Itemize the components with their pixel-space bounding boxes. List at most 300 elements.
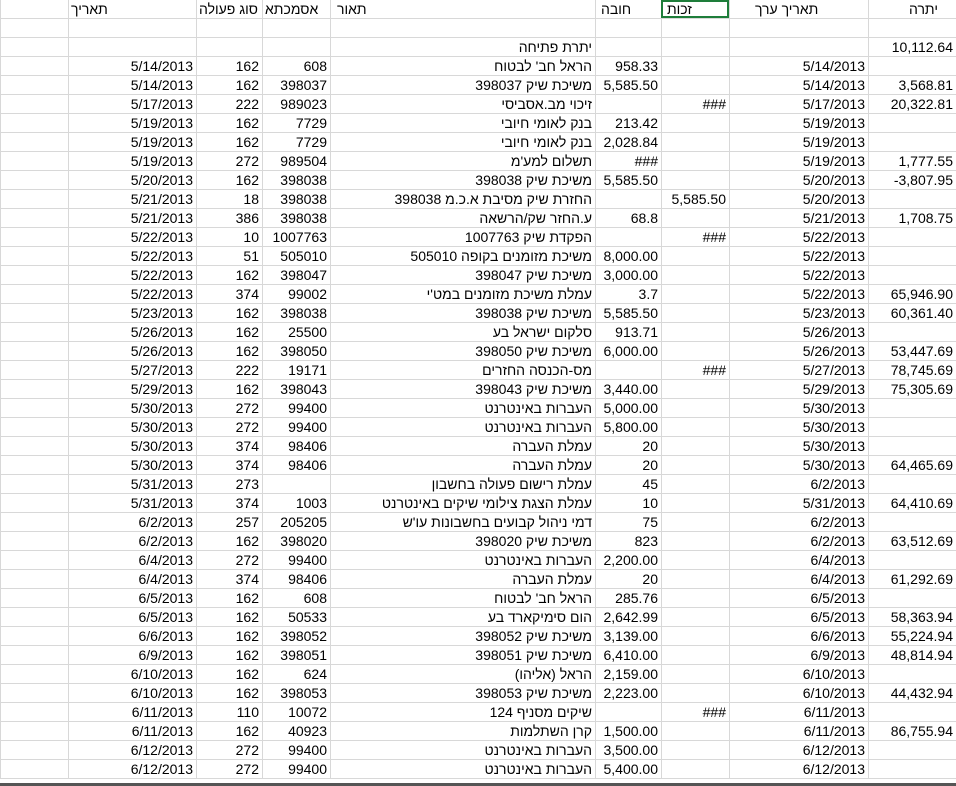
cell-day[interactable]: 6/11/2013 <box>68 703 196 721</box>
cell-description[interactable]: עמלת העברה <box>330 570 595 588</box>
cell-reference[interactable] <box>262 475 330 493</box>
cell-description[interactable]: שיקים מסניף 124 <box>330 703 595 721</box>
cell-debit[interactable]: 5,585.50 <box>595 304 661 322</box>
cell-credit[interactable] <box>661 684 729 702</box>
cell-debit[interactable]: 3,500.00 <box>595 741 661 759</box>
cell-day[interactable]: 6/10/2013 <box>68 665 196 683</box>
cell-value-date[interactable]: 6/2/2013 <box>729 475 868 493</box>
cell-reference[interactable]: 1003 <box>262 494 330 512</box>
cell-value-date[interactable]: 5/29/2013 <box>729 380 868 398</box>
cell-reference[interactable]: 99400 <box>262 741 330 759</box>
cell-description[interactable]: משיכת שיק 398050 <box>330 342 595 360</box>
cell-value-date[interactable]: 5/26/2013 <box>729 323 868 341</box>
cell-value-date[interactable]: 6/9/2013 <box>729 646 868 664</box>
cell-debit[interactable]: 8,000.00 <box>595 247 661 265</box>
cell-credit[interactable] <box>661 133 729 151</box>
cell-debit[interactable]: 5,800.00 <box>595 418 661 436</box>
cell-debit[interactable]: 1,500.00 <box>595 722 661 740</box>
cell-reference[interactable]: 608 <box>262 57 330 75</box>
cell-value-date[interactable]: 5/19/2013 <box>729 114 868 132</box>
cell-credit[interactable] <box>661 247 729 265</box>
cell-reference[interactable]: 398051 <box>262 646 330 664</box>
cell-debit[interactable]: 6,000.00 <box>595 342 661 360</box>
cell-credit[interactable] <box>661 152 729 170</box>
cell-description[interactable]: העברות באינטרנט <box>330 551 595 569</box>
cell-value-date[interactable]: 5/14/2013 <box>729 76 868 94</box>
cell-description[interactable]: משיכת שיק 398047 <box>330 266 595 284</box>
cell-credit[interactable] <box>661 437 729 455</box>
cell-value-date[interactable]: 6/11/2013 <box>729 703 868 721</box>
header-cell-date[interactable]: תאריך <box>0 0 71 18</box>
cell-reference[interactable]: 7729 <box>262 114 330 132</box>
cell-balance[interactable] <box>868 114 956 132</box>
cell-balance[interactable]: 10,112.64 <box>868 38 956 56</box>
cell-date[interactable] <box>0 760 68 778</box>
cell-day[interactable]: 5/26/2013 <box>68 342 196 360</box>
cell-date[interactable] <box>0 57 68 75</box>
cell-balance[interactable]: 64,410.69 <box>868 494 956 512</box>
cell-description[interactable]: משיכת שיק 398051 <box>330 646 595 664</box>
cell-credit[interactable] <box>661 456 729 474</box>
cell-value-date[interactable]: 5/22/2013 <box>729 285 868 303</box>
cell-reference[interactable]: 505010 <box>262 247 330 265</box>
cell-credit[interactable]: ### <box>661 361 729 379</box>
cell-reference[interactable]: 7729 <box>262 133 330 151</box>
cell-reference[interactable]: 40923 <box>262 722 330 740</box>
cell-description[interactable]: הראל (אליהו) <box>330 665 595 683</box>
cell-action-type[interactable]: 162 <box>196 722 262 740</box>
cell-action-type[interactable]: 162 <box>196 627 262 645</box>
cell-action-type[interactable]: 272 <box>196 152 262 170</box>
cell-date[interactable] <box>0 703 68 721</box>
cell-credit[interactable] <box>661 551 729 569</box>
cell-balance[interactable] <box>868 266 956 284</box>
cell-description[interactable]: עמלת העברה <box>330 437 595 455</box>
cell-description[interactable]: עמלת הצגת צילומי שיקים באינטרנט <box>330 494 595 512</box>
cell-debit[interactable]: 5,000.00 <box>595 399 661 417</box>
cell-value-date[interactable]: 6/2/2013 <box>729 513 868 531</box>
cell-debit[interactable]: 2,159.00 <box>595 665 661 683</box>
cell-reference[interactable]: 98406 <box>262 437 330 455</box>
cell-action-type[interactable]: 162 <box>196 608 262 626</box>
cell-balance[interactable] <box>868 741 956 759</box>
cell-date[interactable] <box>0 418 68 436</box>
cell-debit[interactable]: 2,223.00 <box>595 684 661 702</box>
cell-debit[interactable]: 20 <box>595 456 661 474</box>
cell-action-type[interactable]: 162 <box>196 684 262 702</box>
cell-debit[interactable]: 68.8 <box>595 209 661 227</box>
cell-day[interactable]: 6/12/2013 <box>68 760 196 778</box>
cell-reference[interactable]: 205205 <box>262 513 330 531</box>
cell-debit[interactable]: 3,440.00 <box>595 380 661 398</box>
cell-date[interactable] <box>0 114 68 132</box>
cell-reference[interactable]: 98406 <box>262 570 330 588</box>
cell-action-type[interactable]: 374 <box>196 494 262 512</box>
cell-date[interactable] <box>0 608 68 626</box>
cell-reference[interactable] <box>262 38 330 56</box>
cell-balance[interactable] <box>868 190 956 208</box>
cell-date[interactable] <box>0 152 68 170</box>
cell-date[interactable] <box>0 209 68 227</box>
cell-day[interactable]: 5/14/2013 <box>68 76 196 94</box>
cell-value-date[interactable]: 5/30/2013 <box>729 456 868 474</box>
cell-credit[interactable] <box>661 57 729 75</box>
cell-credit[interactable] <box>661 171 729 189</box>
cell-date[interactable] <box>0 133 68 151</box>
cell-debit[interactable]: 45 <box>595 475 661 493</box>
cell-reference[interactable]: 398053 <box>262 684 330 702</box>
cell-value-date[interactable]: 5/26/2013 <box>729 342 868 360</box>
cell-credit[interactable] <box>661 76 729 94</box>
cell-day[interactable]: 5/19/2013 <box>68 133 196 151</box>
cell-balance[interactable] <box>868 665 956 683</box>
cell-description[interactable]: הפקדת שיק 1007763 <box>330 228 595 246</box>
cell-action-type[interactable] <box>196 19 262 37</box>
cell-credit[interactable] <box>661 665 729 683</box>
cell-day[interactable]: 5/14/2013 <box>68 57 196 75</box>
cell-balance[interactable]: 1,708.75 <box>868 209 956 227</box>
cell-debit[interactable]: ### <box>595 152 661 170</box>
cell-reference[interactable]: 99002 <box>262 285 330 303</box>
cell-reference[interactable]: 398038 <box>262 190 330 208</box>
cell-credit[interactable] <box>661 494 729 512</box>
cell-debit[interactable]: 823 <box>595 532 661 550</box>
cell-action-type[interactable]: 162 <box>196 133 262 151</box>
cell-reference[interactable]: 624 <box>262 665 330 683</box>
cell-action-type[interactable]: 162 <box>196 57 262 75</box>
cell-balance[interactable] <box>868 418 956 436</box>
cell-value-date[interactable]: 5/22/2013 <box>729 247 868 265</box>
cell-date[interactable] <box>0 551 68 569</box>
header-cell-value-date[interactable]: תאריך ערך <box>729 0 868 18</box>
cell-debit[interactable]: 5,585.50 <box>595 76 661 94</box>
cell-action-type[interactable]: 272 <box>196 760 262 778</box>
cell-date[interactable] <box>0 684 68 702</box>
cell-description[interactable] <box>330 19 595 37</box>
cell-reference[interactable]: 99400 <box>262 551 330 569</box>
cell-day[interactable]: 6/2/2013 <box>68 513 196 531</box>
cell-credit[interactable] <box>661 399 729 417</box>
cell-date[interactable] <box>0 627 68 645</box>
cell-description[interactable]: בנק לאומי חיובי <box>330 114 595 132</box>
cell-description[interactable]: העברות באינטרנט <box>330 741 595 759</box>
cell-value-date[interactable]: 5/30/2013 <box>729 399 868 417</box>
cell-debit[interactable] <box>595 38 661 56</box>
cell-balance[interactable] <box>868 551 956 569</box>
cell-value-date[interactable]: 6/12/2013 <box>729 760 868 778</box>
cell-description[interactable]: ע.החזר שק/הרשאה <box>330 209 595 227</box>
cell-balance[interactable] <box>868 228 956 246</box>
cell-day[interactable] <box>68 38 196 56</box>
cell-date[interactable] <box>0 304 68 322</box>
cell-day[interactable]: 5/29/2013 <box>68 380 196 398</box>
cell-credit[interactable] <box>661 532 729 550</box>
cell-action-type[interactable]: 374 <box>196 285 262 303</box>
cell-action-type[interactable]: 162 <box>196 304 262 322</box>
cell-date[interactable] <box>0 570 68 588</box>
cell-action-type[interactable] <box>196 38 262 56</box>
cell-credit[interactable] <box>661 760 729 778</box>
cell-credit[interactable] <box>661 19 729 37</box>
cell-action-type[interactable]: 162 <box>196 171 262 189</box>
cell-action-type[interactable]: 222 <box>196 361 262 379</box>
cell-description[interactable]: משיכת שיק 398053 <box>330 684 595 702</box>
cell-date[interactable] <box>0 665 68 683</box>
cell-debit[interactable]: 20 <box>595 570 661 588</box>
cell-description[interactable]: עמלת העברה <box>330 456 595 474</box>
cell-balance[interactable] <box>868 760 956 778</box>
cell-day[interactable]: 6/10/2013 <box>68 684 196 702</box>
cell-credit[interactable] <box>661 570 729 588</box>
cell-date[interactable] <box>0 171 68 189</box>
cell-description[interactable]: עמלת משיכת מזומנים במט'י <box>330 285 595 303</box>
cell-description[interactable]: הום סימיקארד בע <box>330 608 595 626</box>
header-cell-credit[interactable]: זכות <box>661 0 729 18</box>
cell-debit[interactable] <box>595 95 661 113</box>
cell-balance[interactable]: 1,777.55 <box>868 152 956 170</box>
cell-debit[interactable] <box>595 703 661 721</box>
cell-description[interactable]: משיכת שיק 398038 <box>330 304 595 322</box>
cell-credit[interactable] <box>661 304 729 322</box>
cell-day[interactable]: 5/30/2013 <box>68 437 196 455</box>
cell-date[interactable] <box>0 323 68 341</box>
cell-action-type[interactable]: 162 <box>196 266 262 284</box>
cell-action-type[interactable]: 222 <box>196 95 262 113</box>
cell-action-type[interactable]: 162 <box>196 665 262 683</box>
cell-balance[interactable] <box>868 247 956 265</box>
cell-value-date[interactable]: 5/30/2013 <box>729 437 868 455</box>
cell-credit[interactable]: ### <box>661 95 729 113</box>
cell-date[interactable] <box>0 285 68 303</box>
cell-description[interactable]: משיכת שיק 398052 <box>330 627 595 645</box>
cell-description[interactable]: משיכת שיק 398037 <box>330 76 595 94</box>
cell-debit[interactable]: 285.76 <box>595 589 661 607</box>
cell-balance[interactable] <box>868 589 956 607</box>
cell-reference[interactable]: 398043 <box>262 380 330 398</box>
cell-reference[interactable]: 398038 <box>262 171 330 189</box>
cell-reference[interactable]: 50533 <box>262 608 330 626</box>
cell-day[interactable]: 5/17/2013 <box>68 95 196 113</box>
cell-balance[interactable]: 78,745.69 <box>868 361 956 379</box>
cell-action-type[interactable]: 110 <box>196 703 262 721</box>
cell-day[interactable]: 5/30/2013 <box>68 418 196 436</box>
cell-debit[interactable]: 958.33 <box>595 57 661 75</box>
cell-reference[interactable]: 398052 <box>262 627 330 645</box>
cell-action-type[interactable]: 162 <box>196 323 262 341</box>
cell-value-date[interactable]: 6/10/2013 <box>729 684 868 702</box>
cell-description[interactable]: משיכת מזומנים בקופה 505010 <box>330 247 595 265</box>
cell-date[interactable] <box>0 38 68 56</box>
cell-debit[interactable]: 3.7 <box>595 285 661 303</box>
cell-credit[interactable] <box>661 114 729 132</box>
cell-description[interactable]: בנק לאומי חיובי <box>330 133 595 151</box>
cell-action-type[interactable]: 18 <box>196 190 262 208</box>
cell-action-type[interactable]: 257 <box>196 513 262 531</box>
cell-balance[interactable]: 86,755.94 <box>868 722 956 740</box>
cell-credit[interactable] <box>661 589 729 607</box>
cell-value-date[interactable]: 5/17/2013 <box>729 95 868 113</box>
cell-debit[interactable]: 2,642.99 <box>595 608 661 626</box>
cell-value-date[interactable]: 5/21/2013 <box>729 209 868 227</box>
cell-balance[interactable]: 64,465.69 <box>868 456 956 474</box>
cell-description[interactable]: יתרת פתיחה <box>330 38 595 56</box>
cell-credit[interactable] <box>661 646 729 664</box>
cell-description[interactable]: הראל חב' לבטוח <box>330 57 595 75</box>
cell-day[interactable]: 5/22/2013 <box>68 228 196 246</box>
cell-date[interactable] <box>0 342 68 360</box>
cell-action-type[interactable]: 374 <box>196 570 262 588</box>
header-cell-empty[interactable] <box>68 0 196 18</box>
cell-date[interactable] <box>0 380 68 398</box>
cell-credit[interactable] <box>661 38 729 56</box>
cell-debit[interactable]: 20 <box>595 437 661 455</box>
cell-action-type[interactable]: 272 <box>196 418 262 436</box>
cell-credit[interactable] <box>661 475 729 493</box>
cell-day[interactable]: 6/12/2013 <box>68 741 196 759</box>
cell-day[interactable]: 5/23/2013 <box>68 304 196 322</box>
cell-reference[interactable]: 99400 <box>262 399 330 417</box>
cell-credit[interactable]: 5,585.50 <box>661 190 729 208</box>
cell-credit[interactable] <box>661 285 729 303</box>
cell-action-type[interactable]: 162 <box>196 589 262 607</box>
cell-balance[interactable]: 20,322.81 <box>868 95 956 113</box>
cell-credit[interactable]: ### <box>661 703 729 721</box>
cell-reference[interactable] <box>262 19 330 37</box>
cell-date[interactable] <box>0 190 68 208</box>
header-cell-action-type[interactable]: סוג פעולה <box>196 0 262 18</box>
cell-balance[interactable]: 65,946.90 <box>868 285 956 303</box>
cell-day[interactable]: 6/5/2013 <box>68 608 196 626</box>
cell-value-date[interactable]: 5/23/2013 <box>729 304 868 322</box>
cell-balance[interactable]: 55,224.94 <box>868 627 956 645</box>
cell-description[interactable]: הראל חב' לבטוח <box>330 589 595 607</box>
cell-balance[interactable]: 58,363.94 <box>868 608 956 626</box>
cell-credit[interactable] <box>661 342 729 360</box>
cell-date[interactable] <box>0 76 68 94</box>
cell-credit[interactable] <box>661 323 729 341</box>
cell-day[interactable]: 5/20/2013 <box>68 171 196 189</box>
cell-action-type[interactable]: 162 <box>196 114 262 132</box>
cell-reference[interactable]: 398047 <box>262 266 330 284</box>
cell-action-type[interactable]: 386 <box>196 209 262 227</box>
cell-debit[interactable]: 2,200.00 <box>595 551 661 569</box>
cell-description[interactable]: משיכת שיק 398020 <box>330 532 595 550</box>
cell-day[interactable]: 5/22/2013 <box>68 266 196 284</box>
cell-reference[interactable]: 989504 <box>262 152 330 170</box>
cell-action-type[interactable]: 162 <box>196 646 262 664</box>
cell-credit[interactable] <box>661 209 729 227</box>
cell-debit[interactable]: 6,410.00 <box>595 646 661 664</box>
cell-day[interactable]: 6/5/2013 <box>68 589 196 607</box>
cell-description[interactable]: קרן השתלמות <box>330 722 595 740</box>
cell-value-date[interactable]: 6/5/2013 <box>729 589 868 607</box>
cell-action-type[interactable]: 162 <box>196 380 262 398</box>
cell-balance[interactable]: 3,568.81 <box>868 76 956 94</box>
cell-action-type[interactable]: 162 <box>196 342 262 360</box>
cell-credit[interactable]: ### <box>661 228 729 246</box>
cell-date[interactable] <box>0 513 68 531</box>
cell-value-date[interactable]: 5/19/2013 <box>729 133 868 151</box>
cell-credit[interactable] <box>661 608 729 626</box>
cell-reference[interactable]: 10072 <box>262 703 330 721</box>
cell-date[interactable] <box>0 456 68 474</box>
cell-reference[interactable]: 99400 <box>262 418 330 436</box>
header-cell-debit[interactable]: חובה <box>595 0 661 18</box>
cell-reference[interactable]: 1007763 <box>262 228 330 246</box>
cell-balance[interactable] <box>868 57 956 75</box>
cell-date[interactable] <box>0 741 68 759</box>
cell-value-date[interactable]: 5/22/2013 <box>729 228 868 246</box>
cell-debit[interactable]: 2,028.84 <box>595 133 661 151</box>
cell-reference[interactable]: 398050 <box>262 342 330 360</box>
cell-action-type[interactable]: 10 <box>196 228 262 246</box>
cell-balance[interactable]: 53,447.69 <box>868 342 956 360</box>
header-cell-reference[interactable]: אסמכתא <box>262 0 330 18</box>
cell-day[interactable]: 5/30/2013 <box>68 399 196 417</box>
cell-action-type[interactable]: 272 <box>196 399 262 417</box>
cell-description[interactable]: החזרת שיק מסיבת א.כ.מ 398038 <box>330 190 595 208</box>
cell-debit[interactable]: 10 <box>595 494 661 512</box>
cell-value-date[interactable]: 5/27/2013 <box>729 361 868 379</box>
cell-debit[interactable]: 913.71 <box>595 323 661 341</box>
cell-value-date[interactable]: 6/5/2013 <box>729 608 868 626</box>
cell-balance[interactable] <box>868 703 956 721</box>
cell-description[interactable]: משיכת שיק 398043 <box>330 380 595 398</box>
cell-date[interactable] <box>0 646 68 664</box>
cell-date[interactable] <box>0 95 68 113</box>
cell-balance[interactable] <box>868 133 956 151</box>
cell-reference[interactable]: 19171 <box>262 361 330 379</box>
cell-date[interactable] <box>0 437 68 455</box>
cell-balance[interactable]: 75,305.69 <box>868 380 956 398</box>
cell-value-date[interactable] <box>729 38 868 56</box>
cell-date[interactable] <box>0 532 68 550</box>
cell-date[interactable] <box>0 722 68 740</box>
cell-action-type[interactable]: 272 <box>196 551 262 569</box>
cell-description[interactable]: סלקום ישראל בע <box>330 323 595 341</box>
cell-balance[interactable]: 61,292.69 <box>868 570 956 588</box>
cell-day[interactable]: 6/4/2013 <box>68 551 196 569</box>
cell-description[interactable]: דמי ניהול קבועים בחשבונות עו'ש <box>330 513 595 531</box>
cell-date[interactable] <box>0 19 68 37</box>
cell-reference[interactable]: 608 <box>262 589 330 607</box>
cell-balance[interactable]: 60,361.40 <box>868 304 956 322</box>
cell-description[interactable]: העברות באינטרנט <box>330 760 595 778</box>
cell-action-type[interactable]: 374 <box>196 456 262 474</box>
cell-description[interactable]: העברות באינטרנט <box>330 399 595 417</box>
cell-date[interactable] <box>0 361 68 379</box>
cell-reference[interactable]: 989023 <box>262 95 330 113</box>
cell-reference[interactable]: 98406 <box>262 456 330 474</box>
cell-balance[interactable]: 44,432.94 <box>868 684 956 702</box>
cell-value-date[interactable]: 6/12/2013 <box>729 741 868 759</box>
cell-value-date[interactable] <box>729 19 868 37</box>
cell-description[interactable]: משיכת שיק 398038 <box>330 171 595 189</box>
cell-description[interactable]: עמלת רישום פעולה בחשבון <box>330 475 595 493</box>
cell-balance[interactable]: 63,512.69 <box>868 532 956 550</box>
cell-reference[interactable]: 398038 <box>262 304 330 322</box>
cell-day[interactable]: 5/26/2013 <box>68 323 196 341</box>
cell-description[interactable]: מס-הכנסה החזרים <box>330 361 595 379</box>
cell-date[interactable] <box>0 589 68 607</box>
cell-credit[interactable] <box>661 418 729 436</box>
cell-description[interactable]: העברות באינטרנט <box>330 418 595 436</box>
cell-day[interactable]: 5/31/2013 <box>68 494 196 512</box>
cell-action-type[interactable]: 374 <box>196 437 262 455</box>
cell-value-date[interactable]: 5/31/2013 <box>729 494 868 512</box>
cell-reference[interactable]: 398020 <box>262 532 330 550</box>
cell-day[interactable]: 6/2/2013 <box>68 532 196 550</box>
